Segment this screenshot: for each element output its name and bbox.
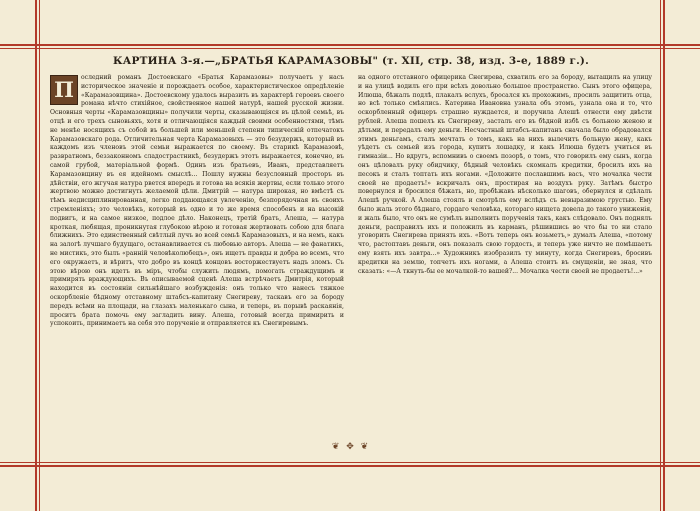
frame-rule-top (0, 44, 700, 46)
text-columns (50, 74, 652, 438)
footer-ornament: ❦ ✥ ❦ (331, 442, 371, 452)
text-column-left (50, 74, 344, 438)
column-right-text: на одного отставного офицерика Снегирева, схватилъ его за бороду, вытащилъ на улицу и на улицѣ водилъ его при всѣхъ довольно большое пространство. Сынъ этого офицера, Илюша, бѣжалъ подлѣ, плакалъ вслухъ, бросался къ прохожимъ, просилъ защитить отца, но всѣ только смѣялись. Катерина Ивановна узнала объ этомъ, узнала она и то, что оскорбленный офицеръ страшно нуждается, и поручила Алешѣ отнести ему двѣсти рублей. Алеша пошелъ къ Снегиреву, засталъ его въ бѣдной избѣ съ больною женою и дѣтьми, и передалъ ему деньги. Несчастный штабсъ-капитанъ сначала было обрадовался этимъ деньгамъ, сталъ мечтать о томъ, какъ на нихъ вылечитъ больную жену, какъ уѣдетъ съ семьей изъ города, купитъ лошадку, и какъ Илюша будетъ учиться въ гимназіи... Но вдругъ, вспомнивъ о своемъ позорѣ, о томъ, что говорилъ ему сынъ, когда онъ цѣловалъ руку обидчику, бѣдный человѣкъ скомкалъ кредитки, бросилъ ихъ на песокъ и сталъ топтать ихъ ногами. «Доложите пославшимъ васъ, что мочалка чести своей не продаетъ!» вскричалъ онъ, простирая на воздухъ руку. Затѣмъ быстро повернулся и бросился бѣжать, но, пробѣжавъ нѣсколько шаговъ, обернулся и сдѣлалъ Алешѣ ручкой. А Алеша стоялъ и смотрѣлъ ему вслѣдъ съ невыразимою грустью. Ему было жаль этого бѣднаго, гордаго человѣка, котораго нищета довела до такого униженія, и жаль было, что онъ не сумѣлъ выполнить порученія такъ, какъ слѣдовало. Онъ поднялъ деньги, расправилъ ихъ и положилъ въ карманъ, рѣшившись во что бы то ни стало уговорить Снегирева принять ихъ. «Вотъ теперь онъ возьметъ,» думалъ Алеша, «потому что, растоптавъ деньги, онъ показалъ свою гордость, и теперь уже ничто не помѣшаетъ ему взять ихъ завтра...» Художникъ изобразилъ ту минуту, когда Снегиревъ, бросивъ кредитки на землю, топчетъ ихъ ногами, а Алеша стоитъ въ смущеніи, не зная, что сказать: «—А ткнуть-бы ее мочалкой-то вашей?... Мочалка чести своей не продаетъ!...» (358, 74, 652, 275)
frame-rule-bottom (0, 465, 700, 467)
frame-rule-right-inner (660, 0, 661, 511)
frame-rule-left-inner (39, 0, 40, 511)
frame-rule-left (35, 0, 37, 511)
frame-rule-right (663, 0, 665, 511)
text-column-right (358, 74, 652, 438)
decorative-initial-letter: П (50, 75, 78, 105)
page-content (50, 54, 652, 458)
frame-rule-top-inner (0, 48, 700, 49)
frame-rule-bottom-inner (0, 462, 700, 463)
column-left-text: оследний романъ Достоевскаго «Братья Карамазовы» получаетъ у насъ историческое значеніе и порождаетъ особое, характеристическое опредѣленіе «Карамазовщина». Достоевскому удалось выразить въ характерѣ героевъ своего романа нѣчто стихійное, свойственное нашей натурѣ, нашей русской жизни. Основныя черты «Карамазовщины» получили черты, сказывающіяся въ цѣлой семьѣ, въ отцѣ и его трехъ сыновьяхъ, хотя и отличающіяся каждый своими особенностями, тѣмъ не менѣе носящихъ съ собой въ большей или меньшей степени типическій отпечатокъ Карамазовскаго рода. Отличительная черта Карамазовыхъ — это безудержъ, который въ каждомъ изъ членовъ этой семьи выражается по своему. Въ старикѣ Карамазовѣ, развратномъ, беззаконномъ сладострастникѣ, безудержъ этотъ выражается, конечно, въ самой грубой, матеріальной формѣ. Одинъ изъ братьевъ, Иванъ, представляетъ Карамазовщину въ ея идейномъ смыслѣ... Пошлу нужны безусловный просторъ въ дѣйствіи, его жгучая натура рвется впередъ и готова на всякія жертвы, если только этого жертвою можно достигнуть желаемой цѣли. Дмитрій — натура широкая, но вмѣстѣ съ тѣмъ недисциплинированная, легко поддающаяся увлеченію, безпорядочная въ своихъ стремленіяхъ; это человѣкъ, который въ одно и то же время способенъ и на высокій подвигъ, и на самое низкое, подлое дѣло. Наконецъ, третій братъ, Алеша, — натура кроткая, любящая, проникнутая глубокою вѣрою и готовая жертвовать собою для блага ближнихъ. Это единственный свѣтлый лучъ во всей семьѣ Карамазовыхъ, и на немъ, какъ на залогѣ лучшаго будущаго, останавливается съ любовью авторъ. Алеша — не фанатикъ, не мистикъ, это былъ «ранній человѣколюбецъ», онъ ищетъ правды и добра во всемъ, что его окружаетъ, и вѣритъ, что добро въ концѣ концовъ восторжествуетъ надъ зломъ. Съ этою вѣрою онъ идетъ въ міръ, чтобы служить людямъ, помогать страждущимъ и примирять враждующихъ. Въ описываемой сценѣ Алеша встрѣчаетъ Дмитрія, который находится въ состояніи сильнѣйшаго возбужденія: онъ только что нанесъ тяжкое оскорбленіе бѣдному отставному штабсъ-капитану Снегиреву, таскавъ его за бороду передъ всѣми на площади, на глазахъ маленькаго сына, и теперь, въ порывѣ раскаянія, проситъ брата помочь ему загладить вину. Алеша, готовый всегда примирить и успокоить, принимаетъ на себя это порученіе и отправляется къ Снегиревымъ. (50, 74, 344, 328)
page-title: КАРТИНА 3-я.—„БРАТЬЯ КАРАМАЗОВЫ" (т. XII, стр. 38, изд. 3-е, 1889 г.). (113, 55, 589, 67)
